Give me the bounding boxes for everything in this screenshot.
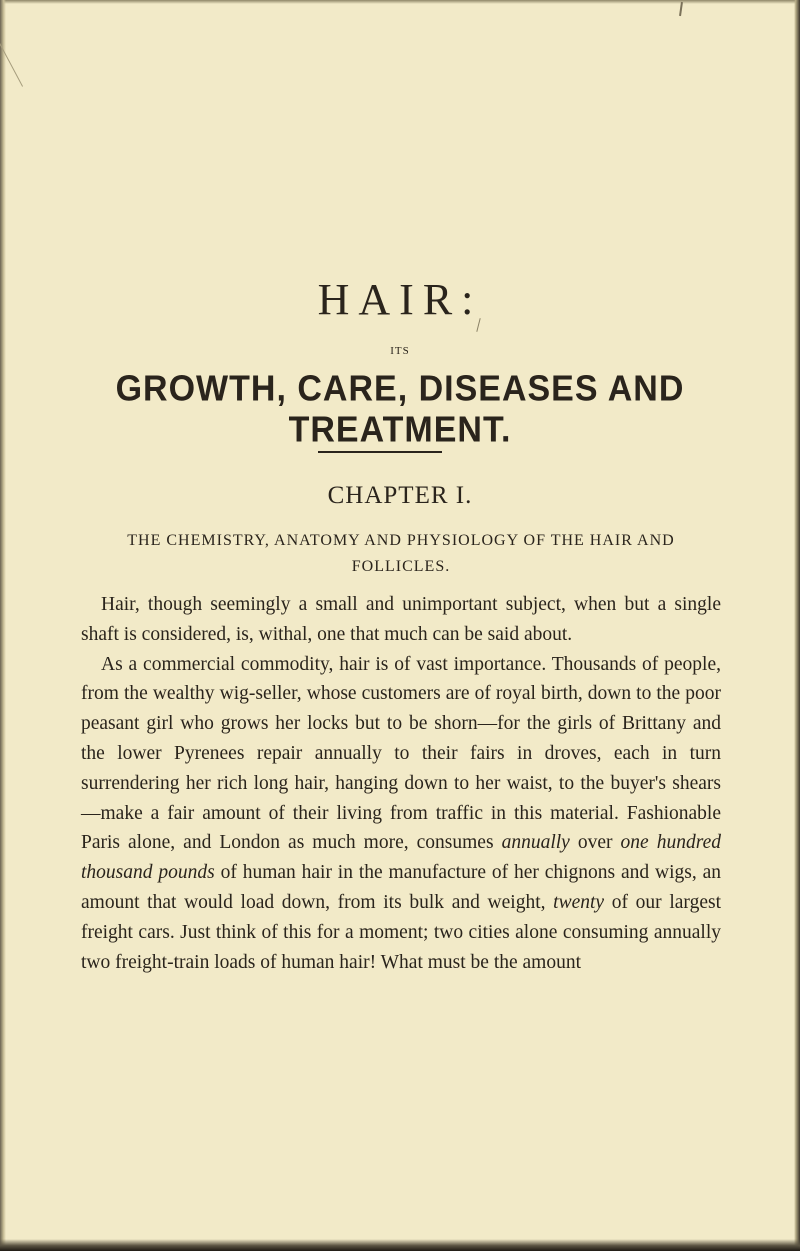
- paragraph-2-part-1: As a commercial commodity, hair is of vast importance. Thousands of people, from the wealthy wig-seller, whose customers are of royal birth, down to the poor peasant girl who grows her locks but to be shorn—for the girls of Brittany and the lower Pyrenees repair annually to their fairs in droves, each in turn surrendering her rich long hair, hanging down to her waist, to the buyer's shears—make a fair amount of their living from traffic in this material. Fashionable Paris alone, and London as much more, consumes: [81, 653, 721, 854]
- title-connector: ITS: [390, 345, 410, 357]
- page-right-edge: [794, 0, 800, 1251]
- paragraph-2-part-3: of human hair in the manufacture of her chignons and wigs, an amount that would load down, from its bulk and weight,: [81, 862, 721, 913]
- book-title: HAIR:: [317, 275, 483, 324]
- emphasis-one-hundred-thousand-pounds: one hundred thousand pounds: [81, 832, 721, 884]
- emphasis-twenty: twenty: [553, 891, 605, 913]
- paragraph-2: [81, 650, 721, 978]
- emphasis-annually: annually: [501, 832, 570, 854]
- body-text: [81, 590, 721, 977]
- section-heading: THE CHEMISTRY, ANATOMY AND PHYSIOLOGY OF THE HAIR AND FOLLICLES.: [127, 532, 675, 575]
- paragraph-2-part-2: over: [569, 832, 621, 854]
- page-bottom-edge: [0, 1239, 800, 1251]
- paragraph-2-part-4: of our largest freight cars. Just think of this for a moment; two cities alone consuming annually two freight-train loads of human hair! What must be the amount: [81, 891, 721, 973]
- paragraph-1: Hair, though seemingly a small and unimportant subject, when but a single shaft is considered, is, withal, one that much can be said about.: [81, 594, 721, 645]
- chapter-heading: CHAPTER I.: [327, 482, 473, 509]
- page-left-edge: [0, 0, 6, 1251]
- book-subtitle: GROWTH, CARE, DISEASES AND TREATMENT.: [115, 369, 685, 450]
- top-margin-mark: [679, 2, 683, 16]
- title-divider-rule: [318, 451, 442, 453]
